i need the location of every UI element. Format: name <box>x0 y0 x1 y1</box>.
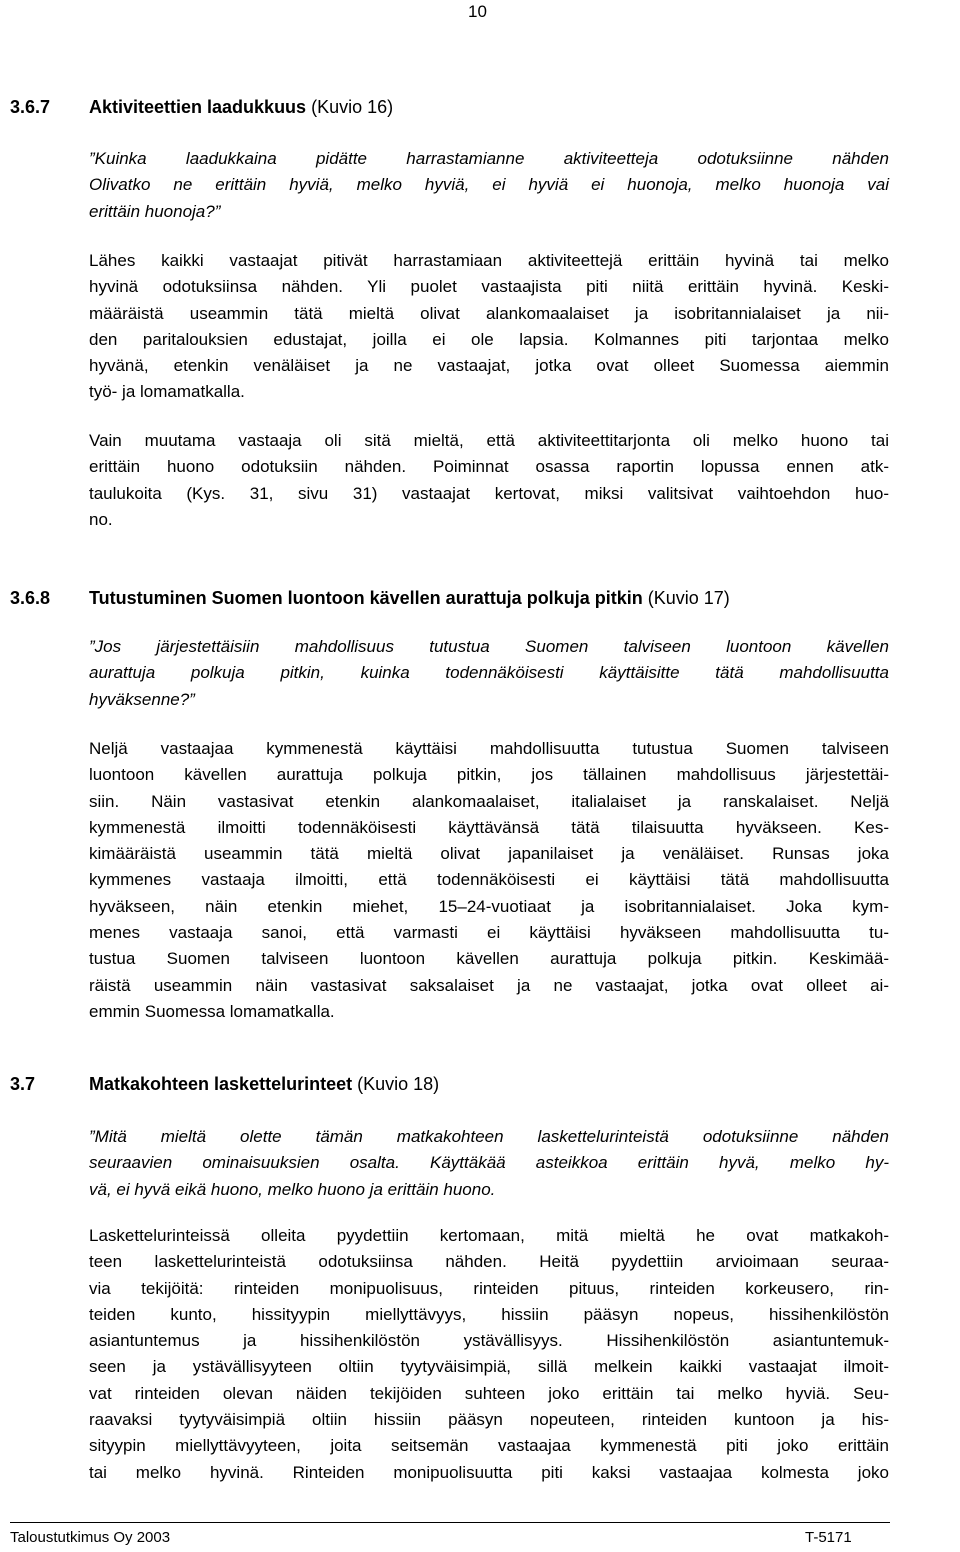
text-line: räistä useammin näin vastasivat saksalaiset ja ne vastaajat, jotka ovat olleet ai- <box>89 975 889 995</box>
text-line: hyvänä, etenkin venäläiset ja ne vastaajat, jotka ovat olleet Suomessa aiemmin <box>89 356 889 376</box>
text-line: den paritalouksien edustajat, joilla ei ole lapsia. Kolmannes piti tarjontaa melko <box>89 329 889 349</box>
footer-divider <box>10 1522 890 1523</box>
question-line: erittäin huonoja?” <box>89 201 221 221</box>
text-line: kimääräistä useammin tätä mieltä olivat japanilaiset ja venäläiset. Runsas joka <box>89 844 889 864</box>
text-line: Lähes kaikki vastaajat pitivät harrastamiaan aktiviteettejä erittäin hyvinä tai melko <box>89 251 889 270</box>
question-block <box>89 1124 889 1203</box>
text-line: Neljä vastaajaa kymmenestä käyttäisi mahdollisuutta tutustua Suomen talviseen <box>89 739 889 758</box>
section-heading-3-6-8 <box>10 586 730 610</box>
section-heading-3-6-7 <box>10 95 393 119</box>
paragraph <box>89 736 889 1025</box>
question-line: vä, ei hyvä eikä huono, melko huono ja erittäin huono. <box>89 1179 496 1199</box>
text-line: taulukoita (Kys. 31, sivu 31) vastaajat kertovat, miksi valitsivat vaihtoehdon huo- <box>89 483 889 503</box>
footer-report-id: T-5171 <box>805 1529 852 1546</box>
text-line: teen laskettelurinteistä odotuksiinsa nähden. Heitä pyydettiin arvioimaan seuraa- <box>89 1252 889 1272</box>
text-line: Laskettelurinteissä olleita pyydettiin kertomaan, mitä mieltä he ovat matkakoh- <box>89 1226 889 1245</box>
question-line: seuraavien ominaisuuksien osalta. Käyttäkää asteikkoa erittäin hyvä, melko hy- <box>89 1153 889 1173</box>
text-line: emmin Suomessa lomamatkalla. <box>89 1001 335 1021</box>
text-line: työ- ja lomamatkalla. <box>89 382 245 402</box>
text-line: hyväkseen, näin etenkin miehet, 15–24-vuotiaat ja isobritannialaiset. Joka kym- <box>89 896 889 916</box>
question-line: ”Jos järjestettäisiin mahdollisuus tutustua Suomen talviseen luontoon kävellen <box>89 637 889 656</box>
text-line: hyvinä odotuksiinsa nähden. Yli puolet vastaajista piti niitä erittäin hyvinä. Keski- <box>89 277 889 297</box>
text-line: siin. Näin vastasivat etenkin alankomaalaiset, italialaiset ja ranskalaiset. Neljä <box>89 791 889 811</box>
paragraph <box>89 428 889 533</box>
question-line: Olivatko ne erittäin hyviä, melko hyviä, ei hyviä ei huonoja, melko huonoja vai <box>89 175 889 195</box>
text-line: via tekijöitä: rinteiden monipuolisuus, rinteiden pituus, rinteiden korkeusero, rin- <box>89 1278 889 1298</box>
text-line: seen ja ystävällisyyteen oltiin tyytyväisimpiä, sillä melkein kaikki vastaajat ilmoit- <box>89 1357 889 1377</box>
paragraph <box>89 1223 889 1486</box>
text-line: vat rinteiden olevan näiden tekijöiden suhteen joko erittäin tai melko hyviä. Seu- <box>89 1383 889 1403</box>
text-line: tustua Suomen talviseen luontoon kävellen aurattuja polkuja pitkin. Keskimää- <box>89 949 889 969</box>
text-line: kymmenes vastaaja ilmoitti, että todennäköisesti ei käyttäisi tätä mahdollisuutta <box>89 870 889 890</box>
text-line: erittäin huono odotuksiin nähden. Poiminnat osassa raportin lopussa ennen atk- <box>89 457 889 477</box>
text-line: tai melko hyvinä. Rinteiden monipuolisuutta piti kaksi vastaajaa kolmesta joko <box>89 1462 889 1482</box>
text-line: asiantuntemus ja hissihenkilöstön ystävällisyys. Hissihenkilöstön asiantuntemuk- <box>89 1331 889 1351</box>
footer-company: Taloustutkimus Oy 2003 <box>10 1529 171 1546</box>
section-figure-ref: (Kuvio 18) <box>352 1074 440 1094</box>
question-block <box>89 634 889 713</box>
question-line: hyväksenne?” <box>89 689 195 709</box>
section-figure-ref: (Kuvio 17) <box>642 588 730 608</box>
section-number: 3.6.8 <box>10 588 51 608</box>
text-line: sityypin miellyttävyyteen, joita seitsemän vastaajaa kymmenestä piti joko erittäin <box>89 1436 889 1456</box>
text-line: menes vastaaja sanoi, että varmasti ei käyttäisi hyväkseen mahdollisuutta tu- <box>89 923 889 943</box>
question-line: aurattuja polkuja pitkin, kuinka todennäköisesti käyttäisitte tätä mahdollisuutta <box>89 663 889 683</box>
question-line: ”Mitä mieltä olette tämän matkakohteen laskettelurinteistä odotuksiinne nähden <box>89 1127 889 1146</box>
text-line: teiden kunto, hissityypin miellyttävyys, hissiin pääsyn nopeus, hissihenkilöstön <box>89 1304 889 1324</box>
text-line: määräistä useammin tätä mieltä olivat alankomaalaiset ja isobritannialaiset ja nii- <box>89 303 889 323</box>
section-figure-ref: (Kuvio 16) <box>306 97 394 117</box>
section-title: Aktiviteettien laadukkuus <box>89 97 307 117</box>
section-number: 3.6.7 <box>10 97 51 117</box>
question-line: ”Kuinka laadukkaina pidätte harrastamianne aktiviteetteja odotuksiinne nähden <box>89 149 889 168</box>
section-number: 3.7 <box>10 1074 36 1094</box>
section-title: Matkakohteen laskettelurinteet <box>89 1074 353 1094</box>
text-line: Vain muutama vastaaja oli sitä mieltä, että aktiviteettitarjonta oli melko huono tai <box>89 431 889 450</box>
section-title: Tutustuminen Suomen luontoon kävellen aurattuja polkuja pitkin <box>89 588 643 608</box>
page-number: 10 <box>468 2 487 21</box>
text-line: raavaksi tyytyväisimpiä oltiin hissiin pääsyn nopeuteen, rinteiden kuntoon ja his- <box>89 1410 889 1430</box>
paragraph <box>89 248 889 406</box>
text-line: kymmenestä ilmoitti todennäköisesti käyttävänsä tätä tilaisuutta hyväkseen. Kes- <box>89 817 889 837</box>
question-block <box>89 146 889 225</box>
section-heading-3-7 <box>10 1072 439 1096</box>
text-line: luontoon kävellen aurattuja polkuja pitkin, jos tällainen mahdollisuus järjestettäi- <box>89 765 889 785</box>
text-line: no. <box>89 509 113 529</box>
